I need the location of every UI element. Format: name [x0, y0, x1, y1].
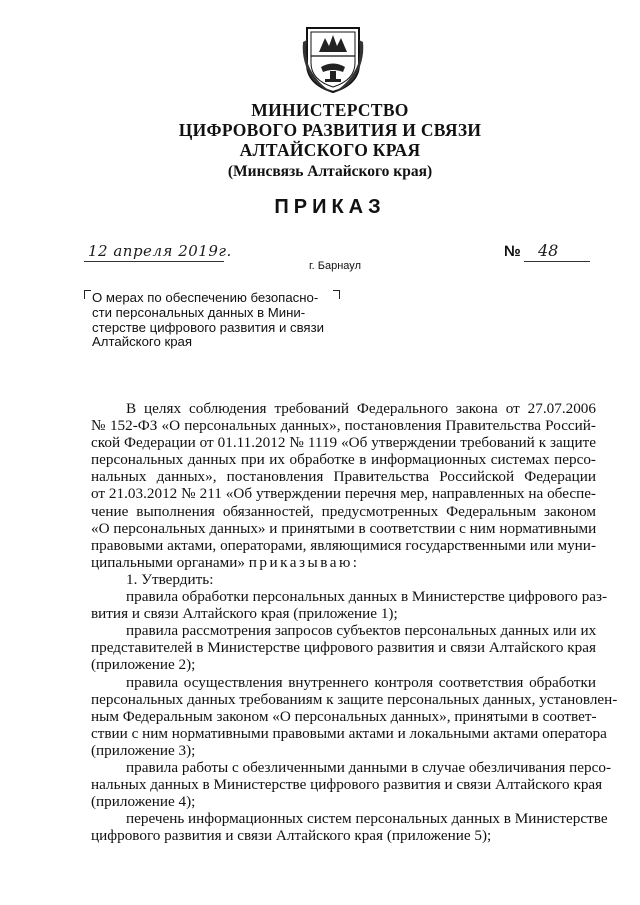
subject-line: О мерах по обеспечению безопасно- [92, 290, 319, 305]
document-title: ПРИКАЗ [274, 196, 386, 218]
number-underline [524, 261, 590, 262]
body-line: (приложение 4); [91, 793, 196, 811]
body-line: (приложение 3); [91, 741, 196, 759]
body-line: правовыми актами, операторами, являющимися государственными или муни- [91, 536, 596, 554]
body-line [91, 554, 596, 571]
order-verb: приказываю: [248, 553, 360, 571]
ministry-name-line-3: АЛТАЙСКОГО КРАЯ [239, 140, 421, 160]
order-city: г. Барнаул [309, 260, 361, 272]
body-line: персональных данных при их обработке в информационных системах персо- [91, 451, 596, 469]
body-line: нальных данных в Министерстве цифрового развития и связи Алтайского края [91, 776, 603, 794]
ministry-short-name: (Минсвязь Алтайского края) [227, 163, 433, 180]
body-line: ным Федеральным законом «О персональных данных», принятыми в соответ- [91, 707, 597, 725]
subject-line: Алтайского края [92, 334, 193, 350]
order-date: 12 апреля 2019г. [88, 242, 232, 260]
ministry-name-line-1: МИНИСТЕРСТВО [251, 100, 409, 120]
body-line: ствии с ним нормативными правовыми актами и локальными актами оператора [91, 724, 607, 742]
body-line: цифрового развития и связи Алтайского края (приложение 5); [91, 827, 492, 845]
body-line-text: ципальными органами» [91, 553, 245, 571]
order-subject [92, 291, 340, 350]
order-number-label: № [504, 243, 521, 260]
subject-bracket-left [84, 290, 91, 299]
body-line: нальных данных», постановления Правительства Российской Федерации [91, 468, 596, 486]
date-underline [84, 261, 224, 262]
order-body [91, 400, 618, 845]
subject-line: сти персональных данных в Мини- [92, 304, 306, 320]
body-line: перечень информационных систем персональных данных в Министерстве [126, 810, 608, 828]
body-line: от 21.03.2012 № 211 «Об утверждении перечня мер, направленных на обеспе- [91, 485, 596, 503]
body-line: правила обработки персональных данных в Министерстве цифрового раз- [126, 588, 608, 606]
subject-line: стерстве цифрового развития и связи [92, 319, 324, 335]
body-line: «О персональных данных» и принятыми в соответствии с ним нормативными [91, 519, 597, 537]
body-line: правила работы с обезличенными данными в случае обезличивания персо- [126, 758, 612, 776]
body-line: ской Федерации от 01.11.2012 № 1119 «Об утверждении требований к защите [91, 434, 596, 452]
body-line: № 152-ФЗ «О персональных данных», постановления Правительства Россий- [91, 417, 596, 435]
body-line: правила осуществления внутреннего контроля соответствия обработки [126, 673, 596, 691]
body-line: персональных данных требованиям к защите персональных данных, установлен- [91, 690, 618, 708]
order-number: 48 [538, 241, 559, 260]
body-line: В целях соблюдения требований Федерального закона от 27.07.2006 [126, 400, 596, 417]
body-line: (приложение 2); [91, 656, 196, 674]
body-line: вития и связи Алтайского края (приложение 1); [91, 605, 398, 623]
body-line: представителей в Министерстве цифрового развития и связи Алтайского края [91, 639, 596, 657]
body-line: 1. Утвердить: [126, 570, 214, 588]
body-line: чение выполнения обязанностей, предусмотренных Федеральным законом [91, 502, 596, 520]
altai-krai-coat-of-arms-icon [299, 22, 367, 94]
ministry-name-line-2: ЦИФРОВОГО РАЗВИТИЯ И СВЯЗИ [178, 120, 482, 140]
body-line: правила рассмотрения запросов субъектов персональных данных или их [126, 622, 597, 640]
